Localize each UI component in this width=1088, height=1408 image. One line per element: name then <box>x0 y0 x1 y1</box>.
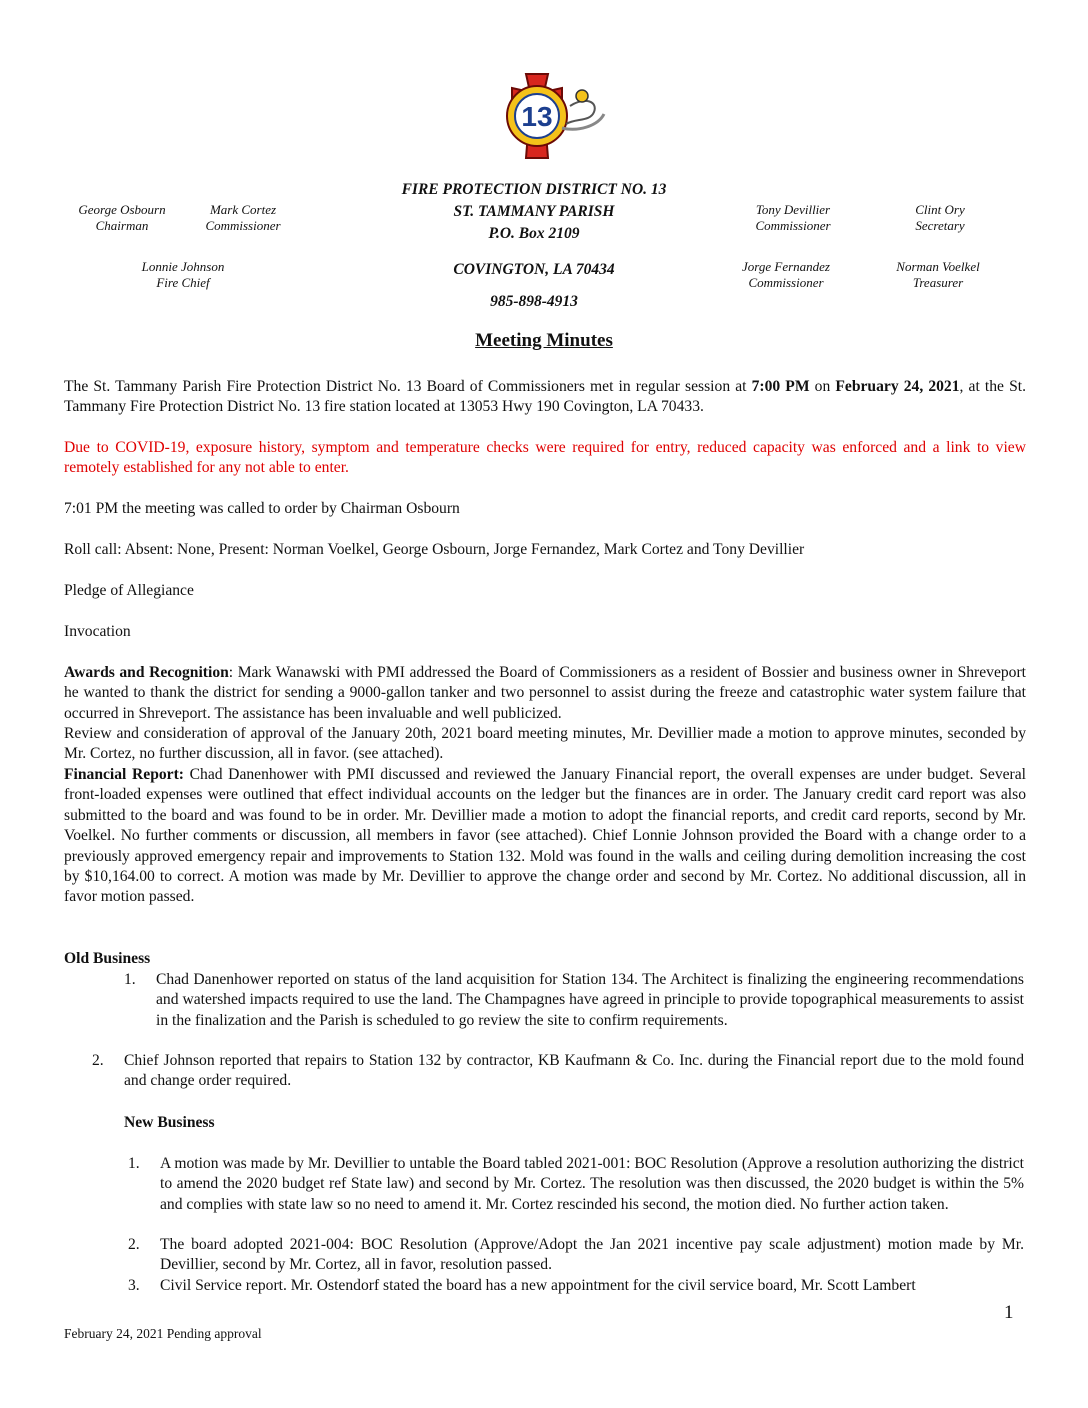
call-to-order: 7:01 PM the meeting was called to order by Chairman Osbourn <box>64 500 460 517</box>
old-business-item: Chief Johnson reported that repairs to Station 132 by contractor, KB Kaufmann & Co. Inc. during the Financial report due to the mold found and change order required. <box>124 1052 1024 1090</box>
header-district: FIRE PROTECTION DISTRICT NO. 13 <box>401 181 667 198</box>
officer-chairman: George Osbourn Chairman <box>78 202 166 233</box>
officer-secretary: Clint Ory Secretary <box>915 202 965 233</box>
old-business-item-number: 1. <box>124 971 136 988</box>
svg-text:13: 13 <box>521 101 553 132</box>
old-business-item-number: 2. <box>92 1052 104 1069</box>
invocation: Invocation <box>64 623 131 640</box>
page-title: Meeting Minutes <box>475 330 613 351</box>
officer-fire-chief: Lonnie Johnson Fire Chief <box>141 259 225 290</box>
old-business-heading: Old Business <box>64 950 151 967</box>
awards-paragraph: Awards and Recognition: Mark Wanawski with PMI addressed the Board of Commissioners as a resident of Bossier and business owner in Shreveport he wanted to thank the district for sending a 9000-gallon tanker and two personnel to assist during the freeze and catastrophic water system failure that occurred in Shreveport. The assistance has been invaluable and well publicized. <box>64 664 1026 722</box>
minutes-review-paragraph: Review and consideration of approval of the January 20th, 2021 board meeting minutes, Mr. Devillier made a motion to approve minutes, seconded by Mr. Cortez, no further discussion, all in favor. (see attached). <box>64 725 1026 763</box>
officer-treasurer: Norman Voelkel Treasurer <box>896 259 980 290</box>
old-business-item: Chad Danenhower reported on status of the land acquisition for Station 134. The Architect is finalizing the engineering recommendations and watershed impacts required to use the land. The Champagnes have agreed in principle to provide topographical measurements to assist in the finalization and the Parish is scheduled to go review the site to confirm requirements. <box>156 971 1024 1029</box>
header-city: COVINGTON, LA 70434 <box>453 261 615 278</box>
officer-commissioner-devillier: Tony Devillier Commissioner <box>755 202 831 233</box>
financial-report-paragraph: Financial Report: Chad Danenhower with PMI discussed and reviewed the January Financial report, the overall expenses are under budget. Several front-loaded expenses were outlined that effect individual accounts on the ledger but the finances are in order. The January credit card report was also submitted to the board and was found to be in order. Mr. Devillier made a motion to adopt the financial reports, and credit card reports, second by Mr. Voelkel. No further comments or discussion, all members in favor (see attached). Chief Lonnie Johnson provided the Board with a change order to a previously approved emergency repair and improvements to Station 132. Mold was found in the walls and ceiling during demolition increasing the cost by $10,164.00 to correct. A motion was made by Mr. Devillier to approve the change order and second by Mr. Cortez. No additional discussion, all in favor motion passed. <box>64 766 1026 906</box>
district-logo <box>466 66 616 166</box>
new-business-item-number: 1. <box>128 1155 140 1172</box>
intro-paragraph: The St. Tammany Parish Fire Protection District No. 13 Board of Commissioners met in regular session at 7:00 PM on February 24, 2021, at the St. Tammany Fire Protection District No. 13 fire station located at 13053 Hwy 190 Covington, LA 70433. <box>64 378 1026 416</box>
roll-call: Roll call: Absent: None, Present: Norman Voelkel, George Osbourn, Jorge Fernandez, Mark Cortez and Tony Devillier <box>64 541 805 558</box>
page-number: 1 <box>1004 1302 1014 1323</box>
covid-notice: Due to COVID-19, exposure history, symptom and temperature checks were required for entry, reduced capacity was enforced and a link to view remotely established for any not able to enter. <box>64 439 1026 477</box>
new-business-item: The board adopted 2021-004: BOC Resolution (Approve/Adopt the Jan 2021 incentive pay scale adjustment) motion made by Mr. Devillier, second by Mr. Cortez, all in favor, resolution passed. <box>160 1236 1024 1274</box>
new-business-item-number: 2. <box>128 1236 140 1253</box>
header-phone: 985-898-4913 <box>490 293 578 310</box>
officer-commissioner-cortez: Mark Cortez Commissioner <box>205 202 281 233</box>
new-business-item: A motion was made by Mr. Devillier to untable the Board tabled 2021-001: BOC Resolution (Approve a resolution authorizing the district to amend the 2020 budget ref State law) and second by Mr. Cortez. The resolution was then discussed, the 2020 budget is within the 5% and complies with state law so no need to amend it. Mr. Cortez rescinded his second, the motion died. No further action taken. <box>160 1155 1024 1213</box>
officer-commissioner-fernandez: Jorge Fernandez Commissioner <box>742 259 830 290</box>
pledge: Pledge of Allegiance <box>64 582 194 599</box>
header-po-box: P.O. Box 2109 <box>488 225 580 242</box>
new-business-item-number: 3. <box>128 1277 140 1294</box>
header-parish: ST. TAMMANY PARISH <box>453 203 615 220</box>
fire-badge-icon <box>466 66 616 166</box>
new-business-heading: New Business <box>124 1114 215 1131</box>
new-business-item: Civil Service report. Mr. Ostendorf stated the board has a new appointment for the civil service board, Mr. Scott Lambert <box>160 1277 916 1294</box>
footer-note: February 24, 2021 Pending approval <box>64 1326 262 1341</box>
